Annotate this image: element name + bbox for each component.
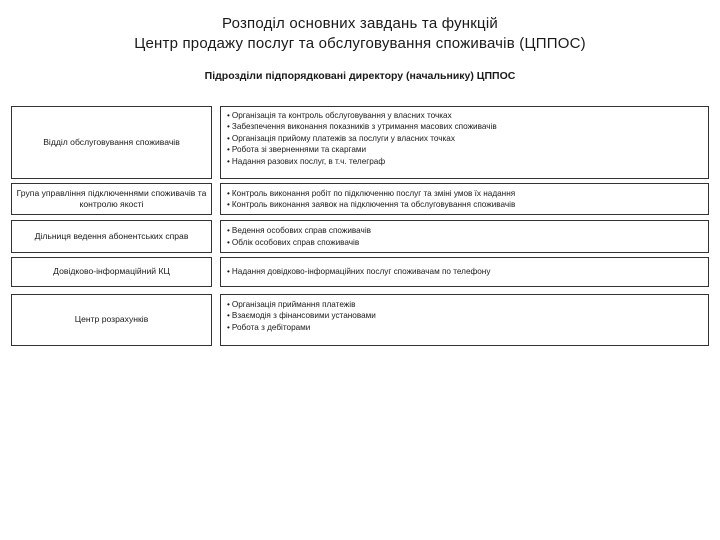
function-item: • Надання разових послуг, в т.ч. телеграф — [227, 156, 702, 167]
subtitle: Підрозділи підпорядковані директору (начальнику) ЦППОС — [204, 70, 516, 82]
functions-box-customer-service — [220, 106, 709, 179]
functions-box-call-center — [220, 257, 709, 287]
function-item: • Організація та контроль обслуговування у власних точках — [227, 110, 702, 121]
function-item: • Робота з дебіторами — [227, 322, 702, 333]
unit-box-customer-service — [11, 106, 212, 179]
function-item: • Контроль виконання заявок на підключення та обслуговування споживачів — [227, 199, 702, 210]
unit-label: Група управління підключеннями споживачів та контролю якості — [16, 187, 207, 209]
function-item: • Організація прийому платежів за послуги у власних точках — [227, 133, 702, 144]
function-item: • Організація приймання платежів — [227, 299, 702, 310]
unit-box-subscriber-records — [11, 220, 212, 253]
page-title — [0, 14, 720, 54]
function-item: • Забезпечення виконання показників з утримання масових споживачів — [227, 121, 702, 132]
functions-box-settlement-center — [220, 294, 709, 346]
function-item: • Надання довідково-інформаційних послуг споживачам по телефону — [227, 266, 702, 277]
function-item: • Ведення особових справ споживачів — [227, 225, 702, 236]
unit-label: Дільниця ведення абонентських справ — [34, 230, 189, 241]
function-item: • Контроль виконання робіт по підключенню послуг та зміні умов їх надання — [227, 188, 702, 199]
function-item: • Взаємодія з фінансовими установами — [227, 310, 702, 321]
unit-label: Центр розрахунків — [74, 314, 149, 325]
function-item: • Робота зі зверненнями та скаргами — [227, 144, 702, 155]
unit-box-call-center — [11, 257, 212, 287]
title-line-2: Центр продажу послуг та обслуговування споживачів (ЦППОС) — [134, 35, 586, 52]
unit-label: Довідково-інформаційний КЦ — [53, 266, 170, 277]
unit-box-connections-group — [11, 183, 212, 215]
title-line-1: Розподіл основних завдань та функцій — [222, 15, 498, 32]
function-item: • Облік особових справ споживачів — [227, 237, 702, 248]
functions-box-connections-group — [220, 183, 709, 215]
unit-box-settlement-center — [11, 294, 212, 346]
functions-box-subscriber-records — [220, 220, 709, 253]
unit-label: Відділ обслуговування споживачів — [43, 136, 180, 147]
